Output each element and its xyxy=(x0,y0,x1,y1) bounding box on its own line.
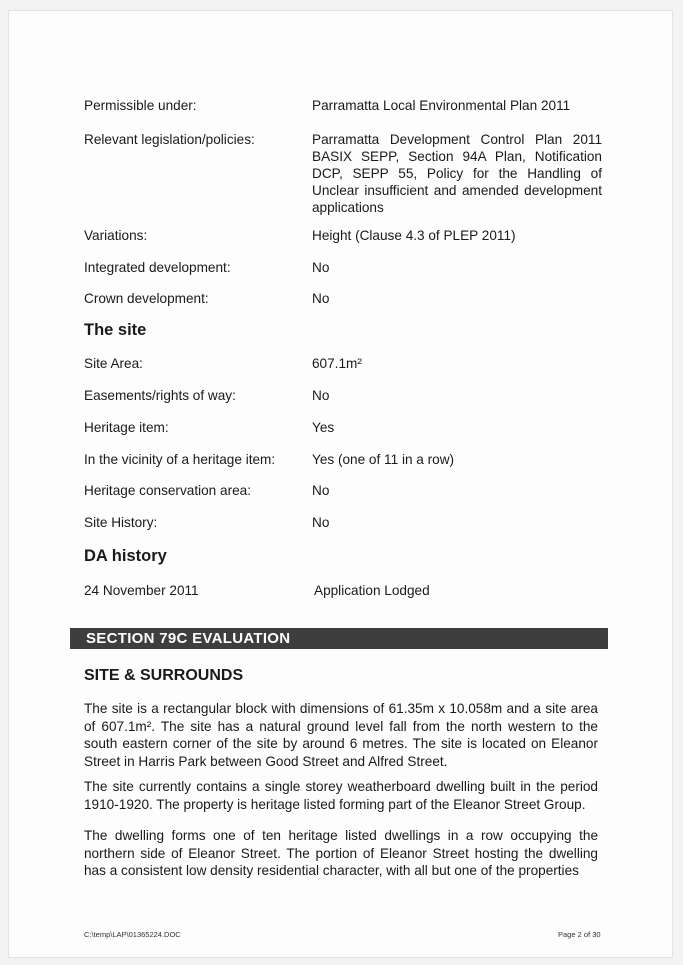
da-history-date: 24 November 2011 xyxy=(84,583,199,598)
section-79c-banner xyxy=(70,628,608,649)
site-history-value: No xyxy=(312,515,330,530)
easements-value: No xyxy=(312,388,330,403)
integrated-development-value: No xyxy=(312,260,330,275)
da-history-event: Application Lodged xyxy=(314,583,430,598)
heritage-item-label: Heritage item: xyxy=(84,420,169,435)
footer-page-number: Page 2 of 30 xyxy=(558,930,601,939)
site-history-label: Site History: xyxy=(84,515,158,530)
surrounds-paragraph-3: The dwelling forms one of ten heritage listed dwellings in a row occupying the northern side of Eleanor Street. The portion of Eleanor Street hosting the dwelling has a consistent low density residential character, with all but one of the properties xyxy=(84,828,598,878)
permissible-under-value: Parramatta Local Environmental Plan 2011 xyxy=(312,98,571,113)
heritage-conservation-area-value: No xyxy=(312,483,330,498)
relevant-legislation-value: Parramatta Development Control Plan 2011 BASIX SEPP, Section 94A Plan, Notification DCP, SEPP 55, Policy for the Handling of Unclear insufficient and amended development applications xyxy=(312,132,602,215)
footer-file-path: C:\temp\LAP\01365224.DOC xyxy=(84,930,181,939)
heritage-item-value: Yes xyxy=(312,420,335,435)
variations-label: Variations: xyxy=(84,228,148,243)
heritage-vicinity-value: Yes (one of 11 in a row) xyxy=(312,452,455,467)
section-79c-banner-text: SECTION 79C EVALUATION xyxy=(86,630,291,647)
integrated-development-label: Integrated development: xyxy=(84,260,231,275)
site-area-value: 607.1m² xyxy=(312,356,362,371)
surrounds-paragraph-2: The site currently contains a single storey weatherboard dwelling built in the period 1910-1920. The property is heritage listed forming part of the Eleanor Street Group. xyxy=(84,779,598,812)
crown-development-label: Crown development: xyxy=(84,291,209,306)
heritage-vicinity-label: In the vicinity of a heritage item: xyxy=(84,452,276,467)
site-surrounds-heading: SITE & SURROUNDS xyxy=(84,667,244,684)
relevant-legislation-label: Relevant legislation/policies: xyxy=(84,132,255,147)
permissible-under-label: Permissible under: xyxy=(84,98,197,113)
heritage-conservation-area-label: Heritage conservation area: xyxy=(84,483,251,498)
the-site-heading: The site xyxy=(84,321,147,339)
surrounds-paragraph-1: The site is a rectangular block with dimensions of 61.35m x 10.058m and a site area of 607.1m². The site has a natural ground level fall from the north western to the south eastern corner of the site by around 6 metres. The site is located on Eleanor Street in Harris Park between Good Street and Alfred Street. xyxy=(84,701,598,769)
da-history-heading: DA history xyxy=(84,547,167,565)
easements-label: Easements/rights of way: xyxy=(84,388,236,403)
crown-development-value: No xyxy=(312,291,330,306)
site-area-label: Site Area: xyxy=(84,356,143,371)
variations-value: Height (Clause 4.3 of PLEP 2011) xyxy=(312,228,516,243)
